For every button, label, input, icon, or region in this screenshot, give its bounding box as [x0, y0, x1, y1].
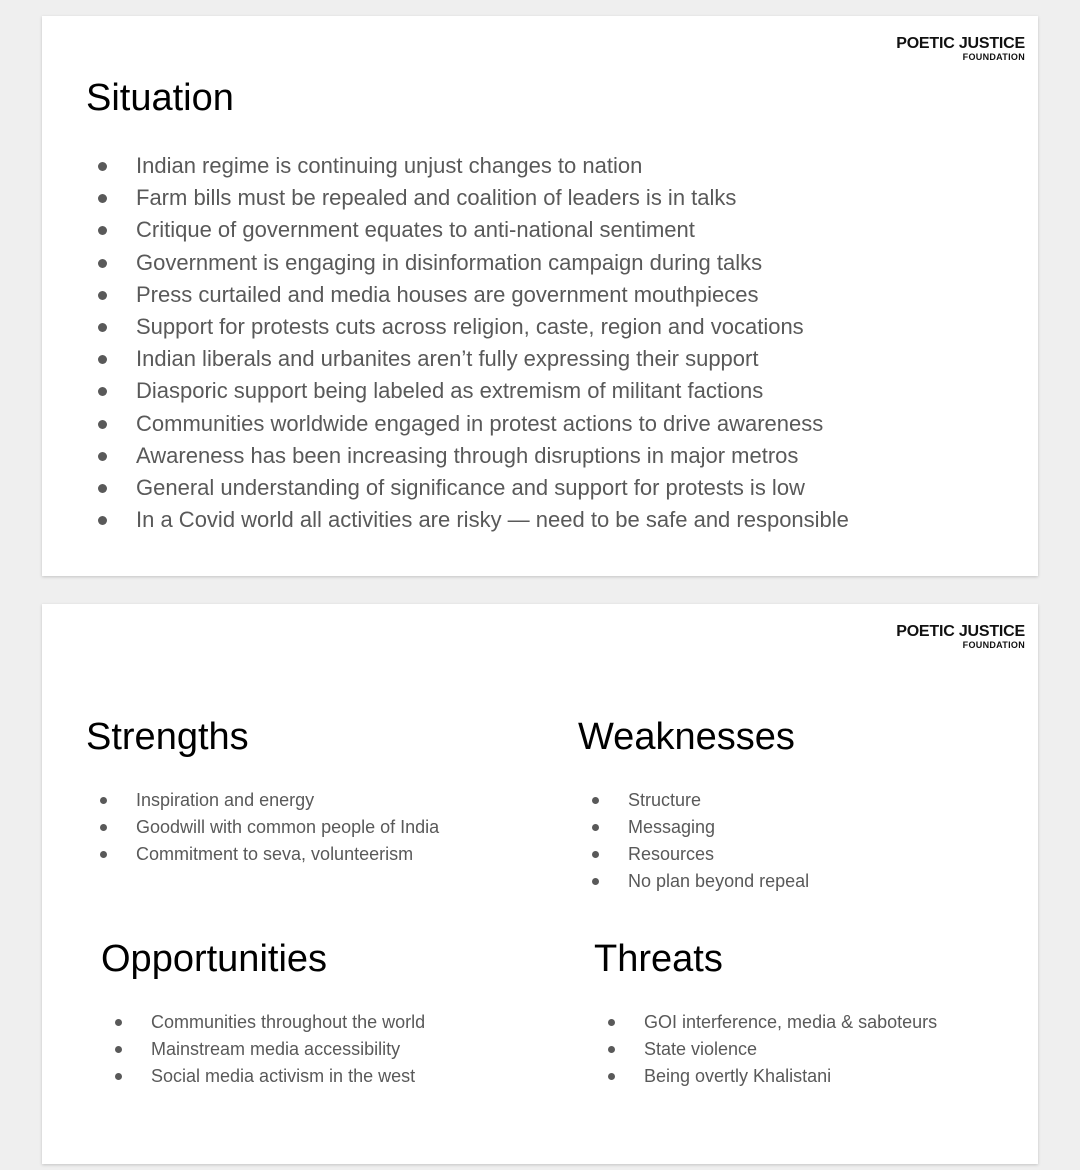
bullet-dot-icon: [592, 797, 599, 804]
bullet-dot-icon: [98, 387, 107, 396]
list-item: [592, 841, 809, 868]
list-item-text: Messaging: [628, 817, 716, 837]
list-item: [608, 1009, 937, 1036]
slide-situation: [42, 16, 1038, 576]
list-item-text: Commitment to seva, volunteerism: [136, 844, 414, 864]
list-item: [98, 247, 849, 279]
list-item-text: Inspiration and energy: [136, 790, 315, 810]
list-item: [100, 787, 439, 814]
logo-line-2: FOUNDATION: [962, 640, 1025, 650]
list-item-text: Communities throughout the world: [151, 1012, 426, 1032]
list-item-text: Structure: [628, 790, 702, 810]
bullet-dot-icon: [100, 851, 107, 858]
list-item-text: Farm bills must be repealed and coalition of leaders is in talks: [136, 185, 737, 211]
list-item: [100, 841, 439, 868]
list-item: [115, 1063, 425, 1090]
list-item-text: Support for protests cuts across religion, caste, region and vocations: [136, 314, 804, 340]
list-item-text: Social media activism in the west: [151, 1066, 416, 1086]
threats-title: Threats: [594, 938, 723, 980]
list-item-text: Resources: [628, 844, 715, 864]
bullet-dot-icon: [98, 516, 107, 525]
bullet-dot-icon: [115, 1046, 122, 1053]
list-item: [592, 787, 809, 814]
list-item-text: GOI interference, media & saboteurs: [644, 1012, 938, 1032]
list-item-text: Indian regime is continuing unjust changes to nation: [136, 153, 643, 178]
bullet-dot-icon: [98, 452, 107, 461]
list-item: [608, 1036, 937, 1063]
bullet-dot-icon: [98, 162, 107, 171]
bullet-dot-icon: [98, 194, 107, 203]
list-item: [98, 472, 849, 504]
weaknesses-title: Weaknesses: [578, 716, 795, 758]
list-item-text: Government is engaging in disinformation campaign during talks: [136, 249, 763, 275]
bullet-dot-icon: [608, 1019, 615, 1026]
strengths-list: [100, 787, 439, 868]
slide-swot: [42, 604, 1038, 1164]
list-item-text: Awareness has been increasing through disruptions in major metros: [136, 442, 799, 468]
bullet-dot-icon: [592, 878, 599, 885]
bullet-dot-icon: [608, 1073, 615, 1080]
bullet-dot-icon: [98, 226, 107, 235]
list-item: [115, 1036, 425, 1063]
list-item-text: Critique of government equates to anti-national sentiment: [136, 217, 695, 243]
poetic-justice-logo: [896, 624, 1025, 650]
list-item: [98, 343, 849, 375]
list-item: [98, 504, 849, 536]
bullet-dot-icon: [98, 484, 107, 493]
opportunities-list: [115, 1009, 425, 1090]
bullet-dot-icon: [592, 851, 599, 858]
bullet-dot-icon: [98, 291, 107, 300]
list-item-text: In a Covid world all activities are risky — need to be safe and responsible: [136, 507, 849, 533]
list-item: [98, 279, 849, 311]
list-item-text: Communities worldwide engaged in protest actions to drive awareness: [136, 410, 824, 436]
list-item: [98, 408, 849, 440]
poetic-justice-logo: [896, 36, 1025, 62]
list-item: [100, 814, 439, 841]
bullet-dot-icon: [98, 259, 107, 268]
threats-list: [608, 1009, 937, 1090]
list-item: [592, 814, 809, 841]
list-item: [115, 1009, 425, 1036]
list-item-text: Press curtailed and media houses are government mouthpieces: [136, 281, 759, 307]
situation-title: Situation: [86, 77, 234, 119]
bullet-dot-icon: [98, 323, 107, 332]
list-item-text: General understanding of significance and support for protests is low: [136, 475, 805, 501]
bullet-dot-icon: [115, 1019, 122, 1026]
bullet-dot-icon: [608, 1046, 615, 1053]
logo-line-1: POETIC JUSTICE: [896, 623, 1025, 640]
strengths-title: Strengths: [86, 716, 249, 758]
list-item-text: Being overtly Khalistani: [644, 1066, 832, 1086]
situation-list: [98, 150, 849, 536]
list-item: [608, 1063, 937, 1090]
list-item-text: Diasporic support being labeled as extremism of militant factions: [136, 378, 764, 404]
logo-line-2: FOUNDATION: [962, 52, 1025, 62]
list-item: [592, 868, 809, 895]
bullet-dot-icon: [98, 420, 107, 429]
list-item-text: Indian liberals and urbanites aren’t fully expressing their support: [136, 346, 759, 372]
bullet-dot-icon: [115, 1073, 122, 1080]
list-item-text: No plan beyond repeal: [628, 871, 810, 891]
list-item: [98, 214, 849, 246]
bullet-dot-icon: [592, 824, 599, 831]
opportunities-title: Opportunities: [101, 938, 328, 980]
list-item: [98, 375, 849, 407]
list-item: [98, 182, 849, 214]
bullet-dot-icon: [98, 355, 107, 364]
list-item: [98, 311, 849, 343]
list-item-text: Mainstream media accessibility: [151, 1039, 401, 1059]
logo-line-1: POETIC JUSTICE: [896, 35, 1025, 52]
bullet-dot-icon: [100, 824, 107, 831]
list-item-text: Goodwill with common people of India: [136, 817, 440, 837]
bullet-dot-icon: [100, 797, 107, 804]
list-item: [98, 440, 849, 472]
list-item-text: State violence: [644, 1039, 758, 1059]
list-item: [98, 150, 849, 182]
weaknesses-list: [592, 787, 809, 895]
